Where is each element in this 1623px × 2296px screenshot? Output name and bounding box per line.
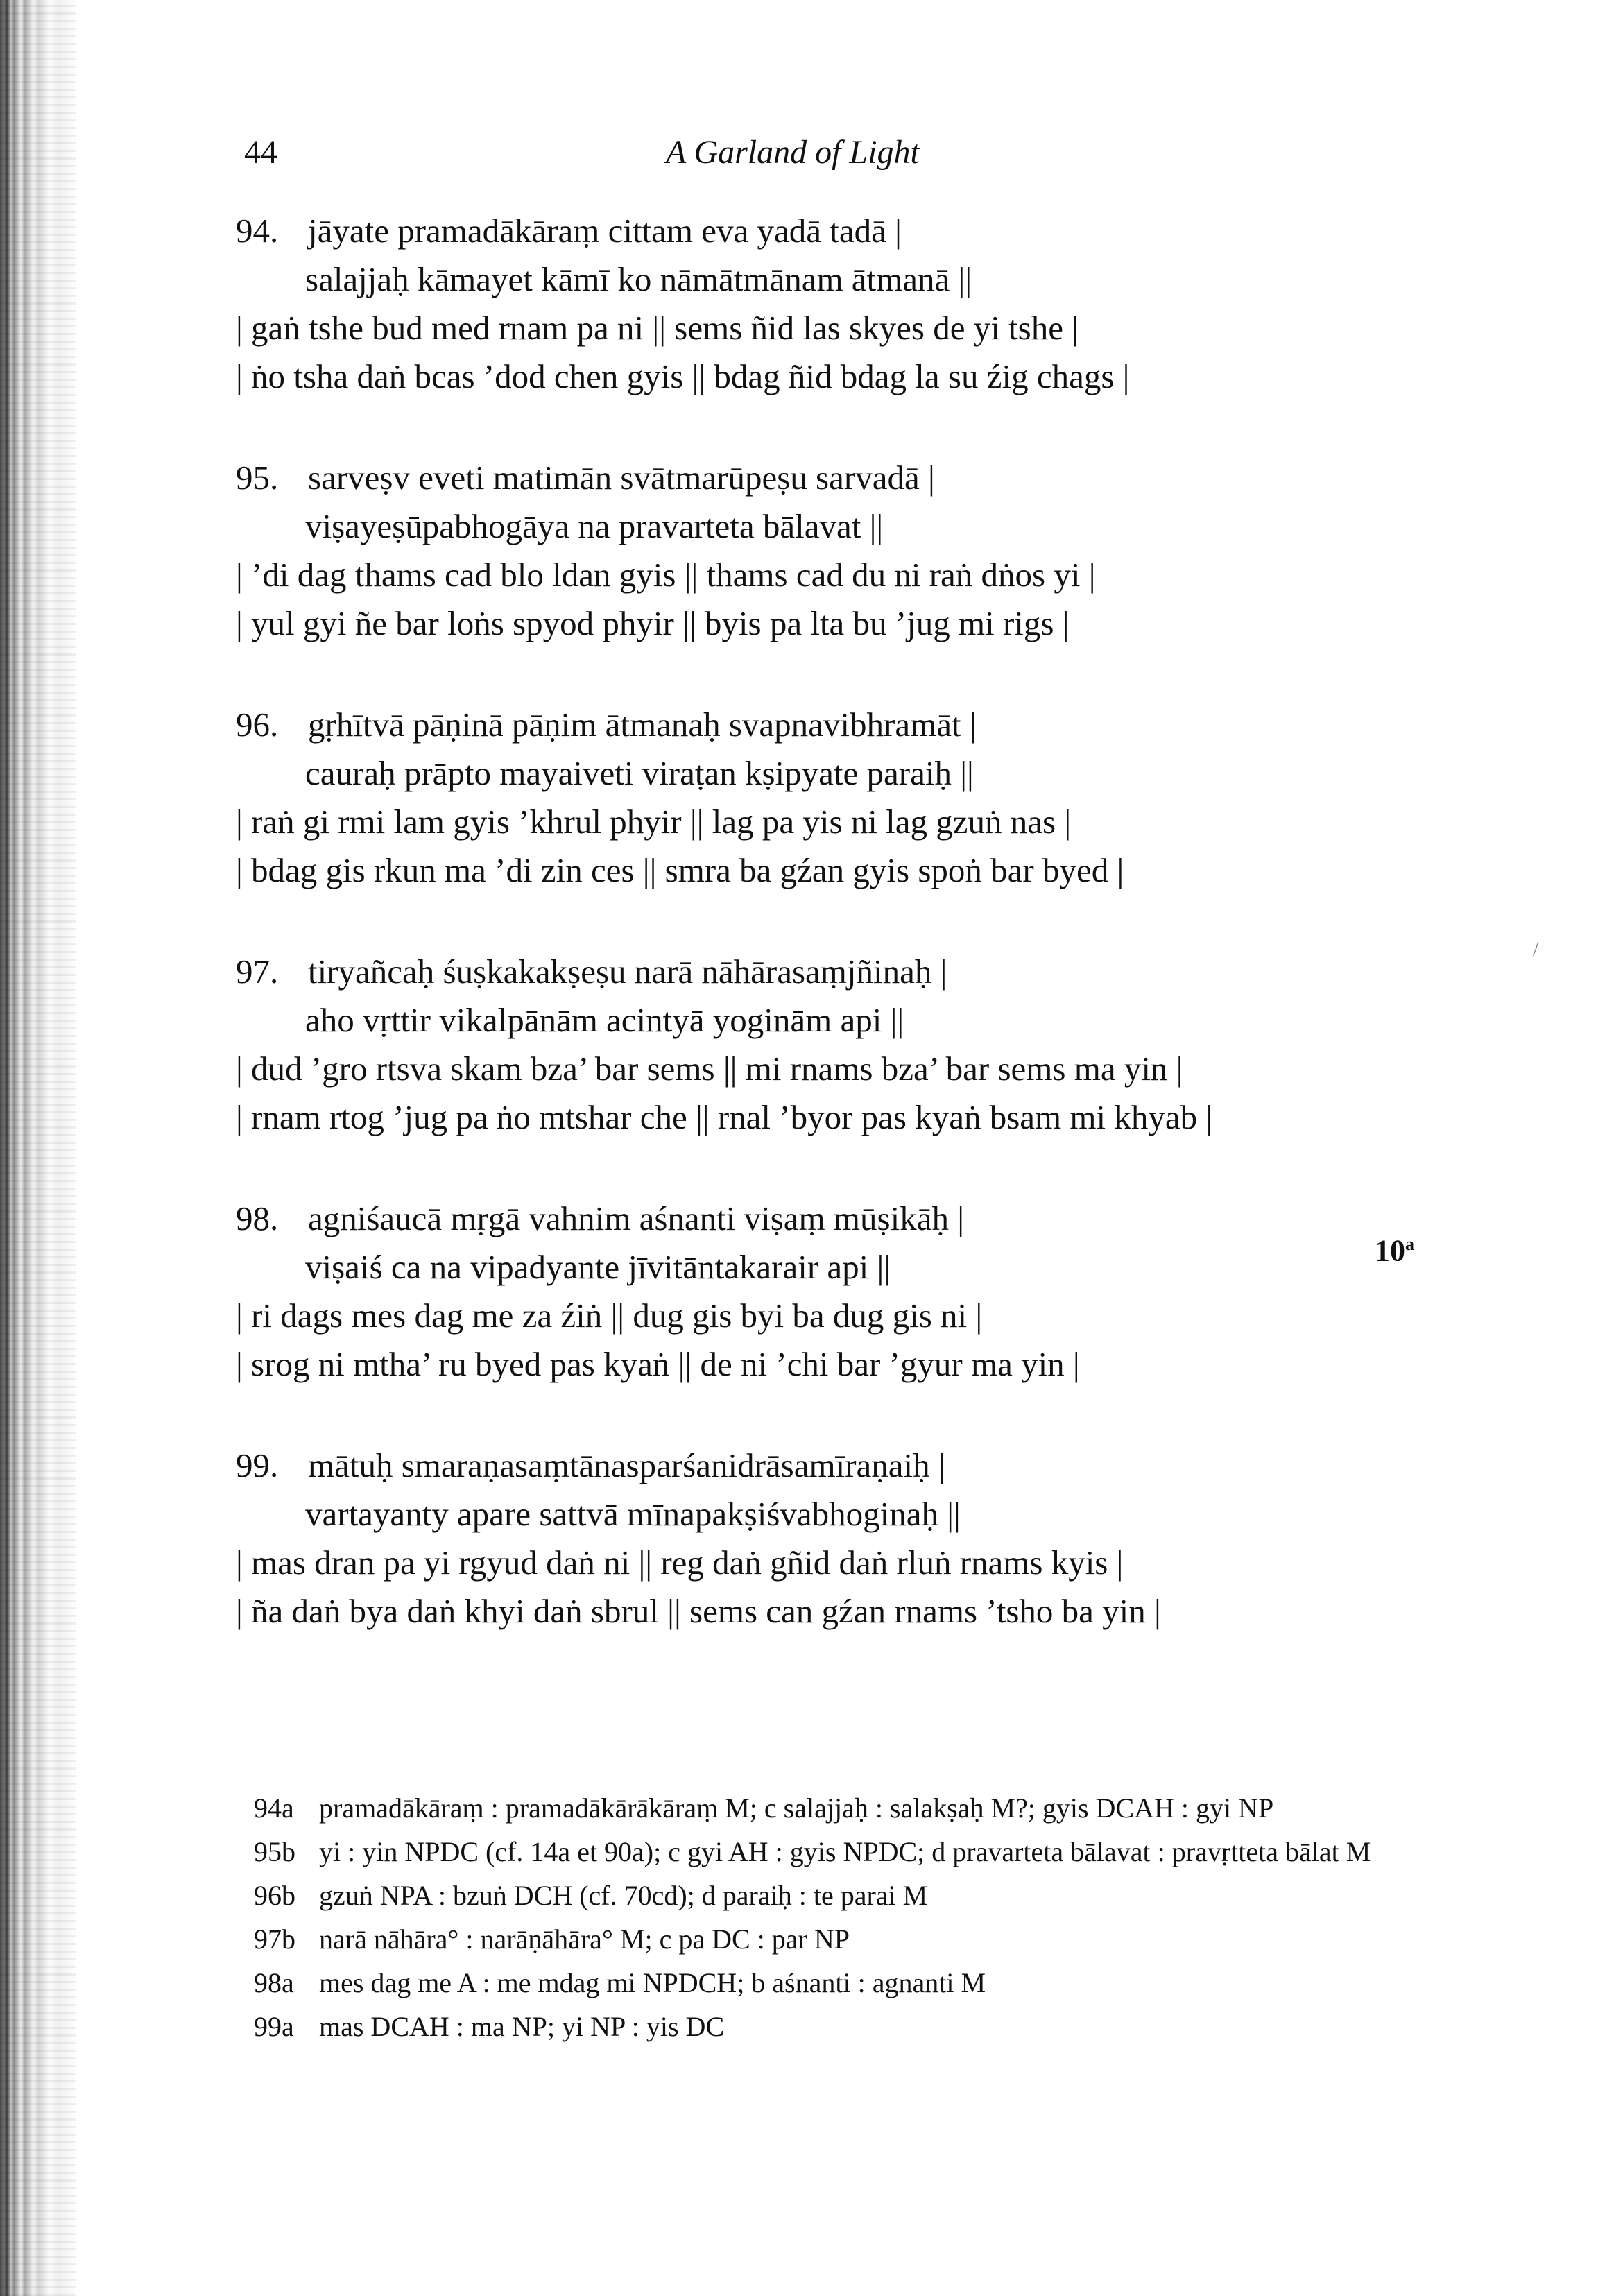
tibetan-line: | yul gyi ñe bar loṅs spyod phyir || byis pa lta bu ’jug mi rigs | bbox=[236, 604, 1070, 642]
footnote bbox=[254, 2008, 1454, 2045]
tibetan-line: | gaṅ tshe bud med rnam pa ni || sems ñid las skyes de yi tshe | bbox=[236, 309, 1079, 347]
tibetan-line: | srog ni mtha’ ru byed pas kyaṅ || de ni ’chi bar ’gyur ma yin | bbox=[236, 1345, 1080, 1383]
footnote bbox=[254, 1877, 1454, 1914]
sanskrit-text: agniśaucā mṛgā vahnim aśnanti viṣaṃ mūṣikāḥ | bbox=[308, 1199, 965, 1237]
sanskrit-line: salajjaḥ kāmayet kāmī ko nāmātmānam ātmanā || bbox=[305, 260, 972, 298]
folio-number: 10 bbox=[1375, 1233, 1405, 1268]
footnote bbox=[254, 1921, 1454, 1957]
tibetan-line: | rnam rtog ’jug pa ṅo mtshar che || rnal ’byor pas kyaṅ bsam mi khyab | bbox=[236, 1098, 1213, 1136]
verse-95 bbox=[236, 454, 1484, 648]
verse-number: 98. bbox=[236, 1199, 279, 1237]
verse-97 bbox=[236, 948, 1484, 1142]
tibetan-line: | ’di dag thams cad blo ldan gyis || thams cad du ni raṅ dṅos yi | bbox=[236, 556, 1096, 594]
verse-98 bbox=[236, 1194, 1484, 1389]
verse-number: 95. bbox=[236, 459, 279, 497]
footnote bbox=[254, 1833, 1454, 1870]
footnote-key: 99a bbox=[254, 2011, 294, 2042]
sanskrit-line bbox=[236, 701, 1484, 749]
footnote-key: 97b bbox=[254, 1924, 295, 1955]
sanskrit-line bbox=[236, 1441, 1484, 1490]
sanskrit-text: gṛhītvā pāṇinā pāṇim ātmanaḥ svapnavibhramāt | bbox=[308, 705, 977, 744]
footnote-text: pramadākāraṃ : pramadākārākāraṃ M; c salajjaḥ : salakṣaḥ M?; gyis DCAH : gyi NP bbox=[319, 1792, 1274, 1824]
footnote-key: 94a bbox=[254, 1792, 294, 1824]
sanskrit-line: vartayanty apare sattvā mīnapakṣiśvabhoginaḥ || bbox=[305, 1495, 961, 1533]
verse-96 bbox=[236, 701, 1484, 895]
sanskrit-line bbox=[236, 454, 1484, 502]
tibetan-line: | bdag gis rkun ma ’di zin ces || smra ba gźan gyis spoṅ bar byed | bbox=[236, 851, 1124, 889]
tibetan-line: | mas dran pa yi rgyud daṅ ni || reg daṅ gñid daṅ rluṅ rnams kyis | bbox=[236, 1543, 1124, 1582]
sanskrit-line: viṣayeṣūpabhogāya na pravarteta bālavat || bbox=[305, 507, 884, 545]
folio-marginal-reference bbox=[1375, 1224, 1414, 1272]
verse-94 bbox=[236, 207, 1484, 401]
critical-apparatus bbox=[254, 1790, 1454, 2052]
verse-list bbox=[236, 207, 1484, 1688]
verse-number: 97. bbox=[236, 952, 279, 991]
verse-99 bbox=[236, 1441, 1484, 1636]
footnote-text: yi : yin NPDC (cf. 14a et 90a); c gyi AH : gyis NPDC; d pravarteta bālavat : pravṛtteta bālat M bbox=[319, 1836, 1371, 1867]
verse-number: 99. bbox=[236, 1446, 279, 1484]
binding-texture bbox=[0, 0, 76, 2296]
tibetan-line: | ña daṅ bya daṅ khyi daṅ sbrul || sems can gźan rnams ’tsho ba yin | bbox=[236, 1592, 1161, 1630]
sanskrit-text: jāyate pramadākāraṃ cittam eva yadā tadā | bbox=[308, 212, 902, 250]
folio-side: a bbox=[1405, 1234, 1414, 1254]
tibetan-line: | dud ’gro rtsva skam bza’ bar sems || mi rnams bza’ bar sems ma yin | bbox=[236, 1050, 1183, 1088]
tibetan-line: | ri dags mes dag me za źiṅ || dug gis byi ba dug gis ni | bbox=[236, 1296, 983, 1335]
verse-number: 94. bbox=[236, 212, 279, 250]
stray-mark: / bbox=[1533, 938, 1539, 961]
footnote-text: mes dag me A : me mdag mi NPDCH; b aśnanti : agnanti M bbox=[319, 1967, 986, 1998]
running-title: A Garland of Light bbox=[666, 134, 920, 171]
footnote-text: narā nāhāra° : narāṇāhāra° M; c pa DC : par NP bbox=[319, 1924, 850, 1955]
sanskrit-line bbox=[236, 207, 1484, 255]
page-number: 44 bbox=[244, 134, 277, 171]
sanskrit-line bbox=[236, 948, 1484, 996]
tibetan-line: | raṅ gi rmi lam gyis ’khrul phyir || lag pa yis ni lag gzuṅ nas | bbox=[236, 803, 1072, 841]
footnote-key: 98a bbox=[254, 1967, 294, 1998]
sanskrit-line: aho vṛttir vikalpānām acintyā yoginām api || bbox=[305, 1001, 904, 1039]
footnote bbox=[254, 1790, 1454, 1826]
footnote-text: gzuṅ NPA : bzuṅ DCH (cf. 70cd); d paraiḥ : te parai M bbox=[319, 1880, 928, 1911]
tibetan-line: | ṅo tsha daṅ bcas ’dod chen gyis || bdag ñid bdag la su źig chags | bbox=[236, 357, 1130, 395]
sanskrit-line: viṣaiś ca na vipadyante jīvitāntakarair api || bbox=[305, 1248, 891, 1286]
sanskrit-text: sarveṣv eveti matimān svātmarūpeṣu sarvadā | bbox=[308, 459, 935, 497]
footnote-key: 96b bbox=[254, 1880, 295, 1911]
verse-number: 96. bbox=[236, 705, 279, 744]
sanskrit-text: mātuḥ smaraṇasaṃtānasparśanidrāsamīraṇaiḥ | bbox=[308, 1446, 945, 1484]
footnote-text: mas DCAH : ma NP; yi NP : yis DC bbox=[319, 2011, 725, 2042]
sanskrit-text: tiryañcaḥ śuṣkakakṣeṣu narā nāhārasaṃjñinaḥ | bbox=[308, 952, 947, 991]
sanskrit-line: cauraḥ prāpto mayaiveti viraṭan kṣipyate paraiḥ || bbox=[305, 754, 974, 792]
footnote-key: 95b bbox=[254, 1836, 295, 1867]
sanskrit-line bbox=[236, 1194, 1484, 1243]
footnote bbox=[254, 1964, 1454, 2001]
